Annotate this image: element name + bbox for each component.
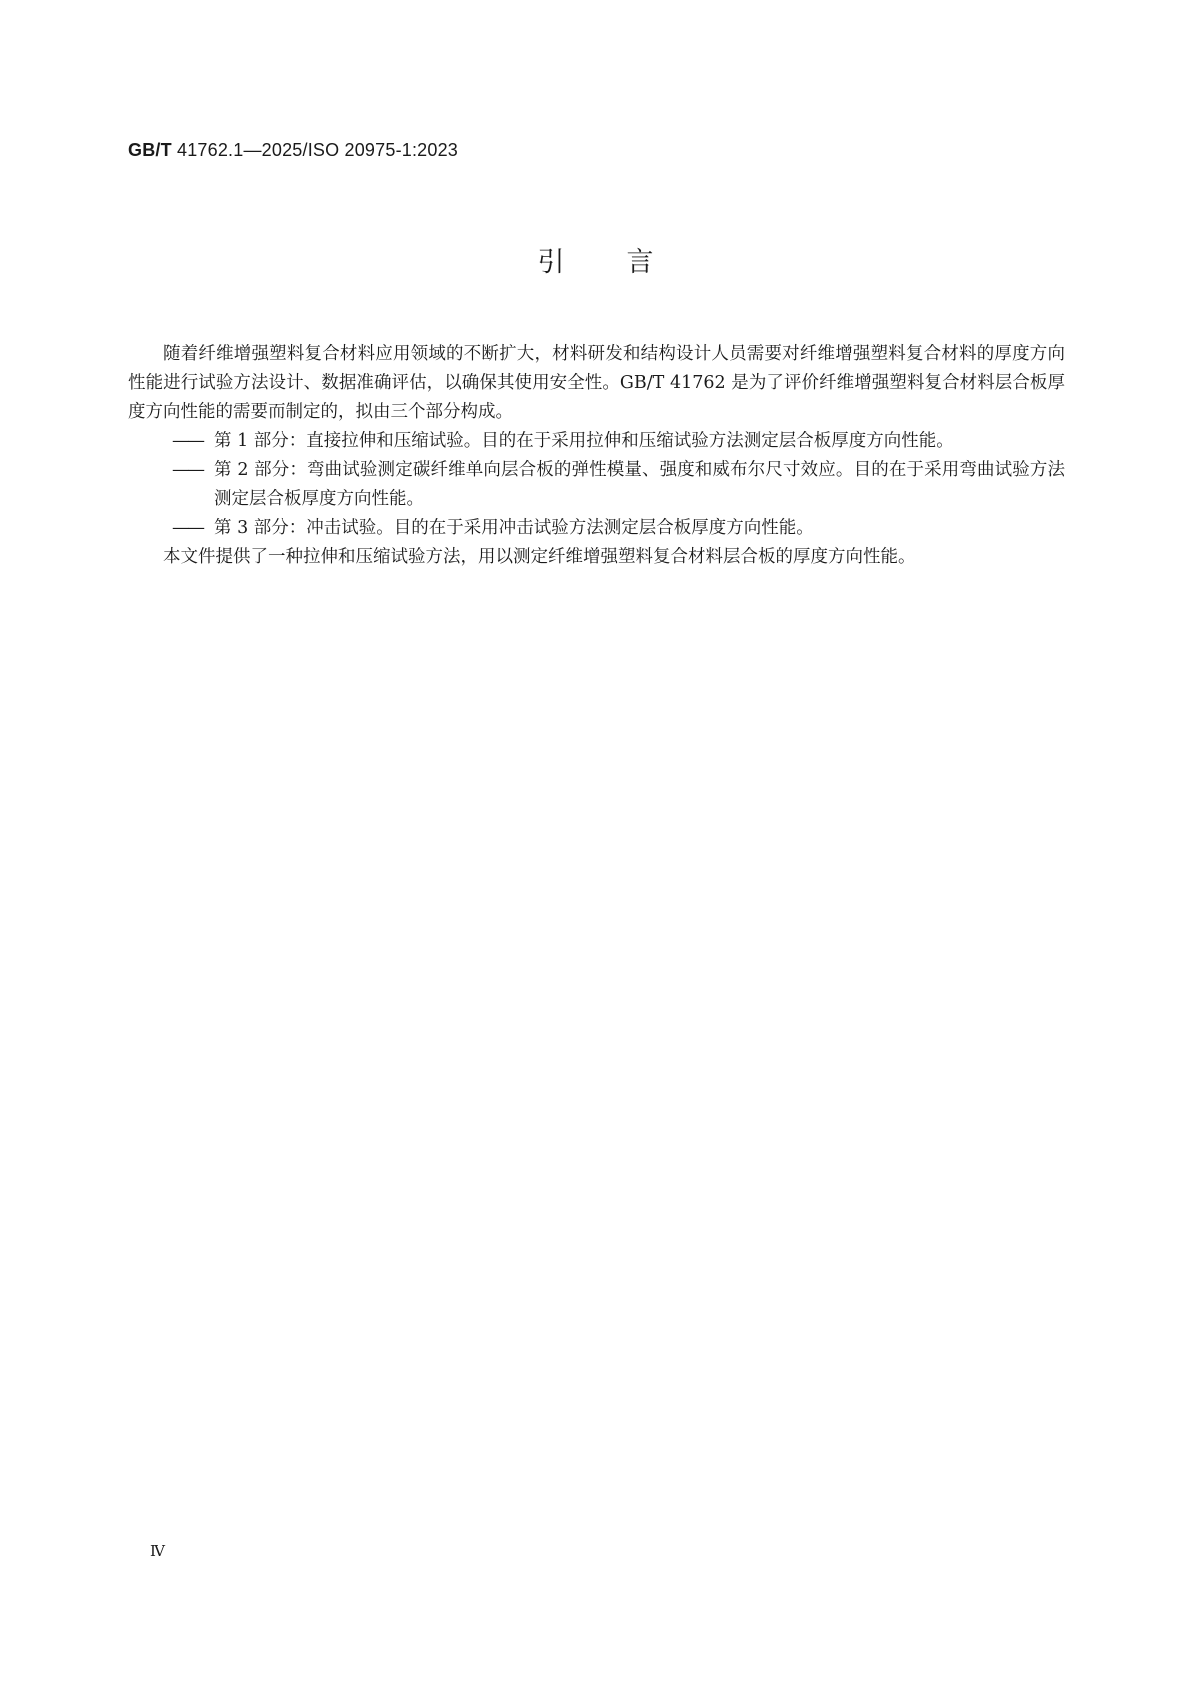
list-item-part-2 xyxy=(128,456,1065,514)
list-dash: —— xyxy=(172,431,203,451)
standard-code-number: 41762.1—2025/ISO 20975-1:2023 xyxy=(171,140,459,160)
list-item-text: 第 1 部分：直接拉伸和压缩试验。目的在于采用拉伸和压缩试验方法测定层合板厚度方向性能。 xyxy=(214,431,954,451)
introduction-body xyxy=(128,340,1065,572)
list-item-part-3 xyxy=(128,514,1065,543)
list-item-text: 第 3 部分：冲击试验。目的在于采用冲击试验方法测定层合板厚度方向性能。 xyxy=(214,518,814,538)
standard-code-prefix: GB/T xyxy=(128,140,172,160)
list-dash: —— xyxy=(172,460,203,480)
list-item-part-1 xyxy=(128,427,1065,456)
document-header xyxy=(128,140,458,161)
page-number: Ⅳ xyxy=(150,1542,165,1560)
list-item-text: 第 2 部分：弯曲试验测定碳纤维单向层合板的弹性模量、强度和威布尔尺寸效应。目的在于采用弯曲试验方法测定层合板厚度方向性能。 xyxy=(214,460,1065,509)
closing-paragraph: 本文件提供了一种拉伸和压缩试验方法，用以测定纤维增强塑料复合材料层合板的厚度方向性能。 xyxy=(163,547,916,567)
list-dash: —— xyxy=(172,518,203,538)
intro-paragraph: 随着纤维增强塑料复合材料应用领域的不断扩大，材料研发和结构设计人员需要对纤维增强塑料复合材料的厚度方向性能进行试验方法设计、数据准确评估，以确保其使用安全性。GB/T 41762 是为了评价纤维增强塑料复合材料层合板厚度方向性能的需要而制定的，拟由三个部分构成。 xyxy=(128,344,1065,422)
section-title: 引言 xyxy=(537,247,716,278)
